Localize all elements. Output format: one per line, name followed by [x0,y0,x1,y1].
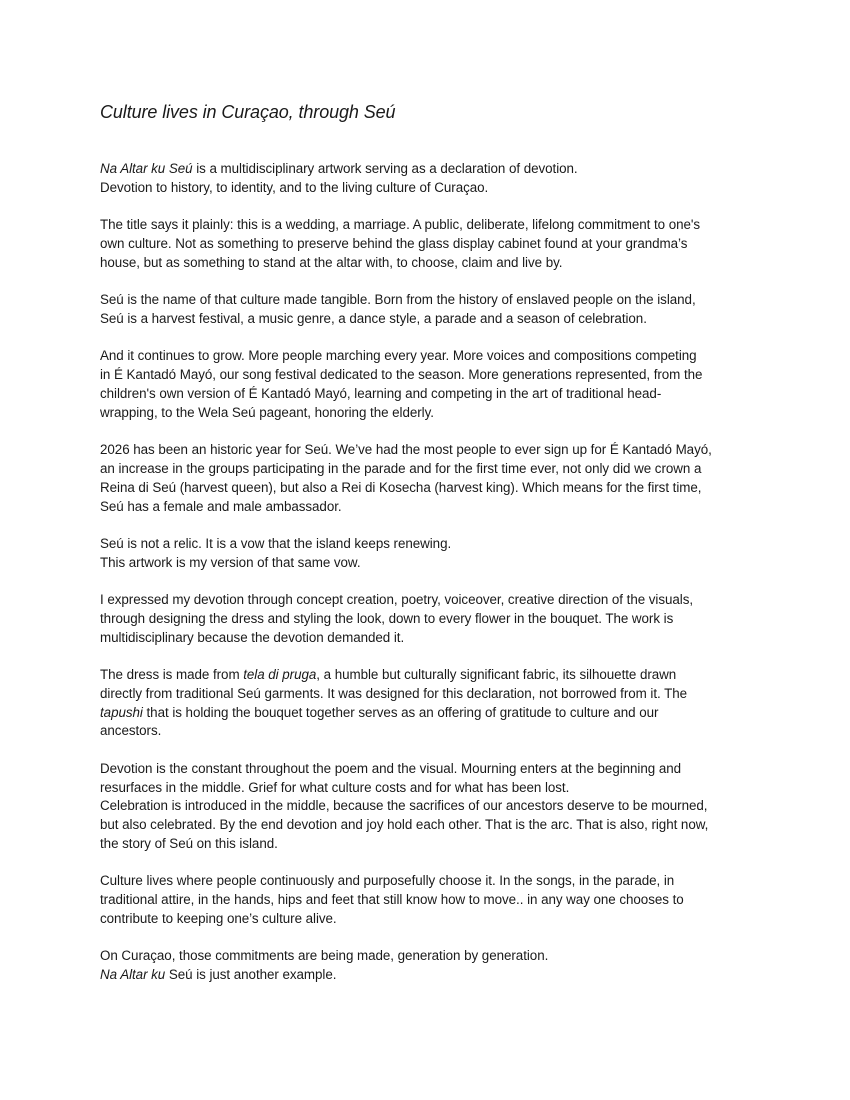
text-line: an increase in the groups participating in the parade and for the first time ever, not only did we crown a [100,460,702,476]
paragraph-culture-lives [100,872,760,928]
text-line: in É Kantadó Mayó, our song festival dedicated to the season. More generations represented, from the [100,367,703,383]
text-line: but also celebrated. By the end devotion and joy hold each other. That is the arc. That is also, right now, [100,817,709,833]
text-line: house, but as something to stand at the altar with, to choose, claim and live by. [100,254,563,270]
text-run: is a multidisciplinary artwork serving as a declaration of devotion. [192,161,578,176]
text-line: own culture. Not as something to preserve behind the glass display cabinet found at your grandma’s [100,235,688,251]
text-line [100,160,760,179]
text-line: children's own version of É Kantadó Mayó, learning and competing in the art of traditional head- [100,385,662,401]
text-line: I expressed my devotion through concept creation, poetry, voiceover, creative direction of the visuals, [100,592,694,608]
paragraph-seu-definition [100,291,760,329]
text-run: that is holding the bouquet together serves as an offering of gratitude to culture and our [142,704,659,720]
text-line: 2026 has been an historic year for Seú. We’ve had the most people to ever sign up for É Kantadó Mayó, [100,442,712,458]
text-line: Culture lives where people continuously and purposefully choose it. In the songs, in the parade, in [100,873,675,889]
fabric-name-italic: tela di pruga [243,667,317,683]
text-line: resurfaces in the middle. Grief for what culture costs and for what has been lost. [100,779,570,795]
text-line: On Curaçao, those commitments are being made, generation by generation. [100,948,549,964]
paragraph-title-meaning [100,216,760,272]
tapushi-italic: tapushi [100,704,143,720]
text-line: Seú is the name of that culture made tangible. Born from the history of enslaved people on the island, [100,292,696,308]
document-title: Culture lives in Curaçao, through Seú [100,102,396,122]
text-line [100,966,760,985]
paragraph-vow [100,535,760,573]
paragraph-closing [100,947,760,985]
text-line: Reina di Seú (harvest queen), but also a Rei di Kosecha (harvest king). Which means for the first time, [100,479,702,495]
text-line: multidisciplinary because the devotion demanded it. [100,629,405,645]
text-line: And it continues to grow. More people marching every year. More voices and compositions competing [100,348,697,364]
text-line: traditional attire, in the hands, hips and feet that still know how to move.. in any way one chooses to [100,892,684,908]
paragraph-intro [100,160,760,198]
text-line: ancestors. [100,723,162,739]
text-line: Devotion is the constant throughout the poem and the visual. Mourning enters at the beginning and [100,760,682,776]
text-line: contribute to keeping one’s culture alive. [100,911,337,927]
paragraph-historic-year [100,441,760,516]
text-line: This artwork is my version of that same vow. [100,554,361,570]
paragraph-devotion-expressed [100,591,760,647]
text-run: The dress is made from [100,667,244,683]
text-line: through designing the dress and styling the look, down to every flower in the bouquet. The work is [100,610,674,626]
text-line [100,666,760,685]
artwork-title-italic: Na Altar ku [100,967,166,983]
text-line: directly from traditional Seú garments. It was designed for this declaration, not borrowed from it. The [100,685,688,701]
paragraph-devotion-arc [100,760,760,854]
text-line: Seú is a harvest festival, a music genre, a dance style, a parade and a season of celebration. [100,310,647,326]
paragraph-growth [100,347,760,422]
text-line: Celebration is introduced in the middle, because the sacrifices of our ancestors deserve to be mourned, [100,798,708,814]
text-run: Seú is just another example. [165,967,337,983]
artwork-title-italic: Na Altar ku Seú [100,161,193,176]
text-line: wrapping, to the Wela Seú pageant, honoring the elderly. [100,404,434,420]
document-page [100,100,760,1004]
text-line: The title says it plainly: this is a wedding, a marriage. A public, deliberate, lifelong commitment to one's [100,217,701,233]
text-line: Seú is not a relic. It is a vow that the island keeps renewing. [100,535,452,551]
text-line: Devotion to history, to identity, and to the living culture of Curaçao. [100,179,489,195]
text-line: the story of Seú on this island. [100,836,278,852]
paragraph-dress [100,666,760,741]
text-run: , a humble but culturally significant fabric, its silhouette drawn [316,667,677,683]
text-line: Seú has a female and male ambassador. [100,498,342,514]
text-line [100,704,760,723]
